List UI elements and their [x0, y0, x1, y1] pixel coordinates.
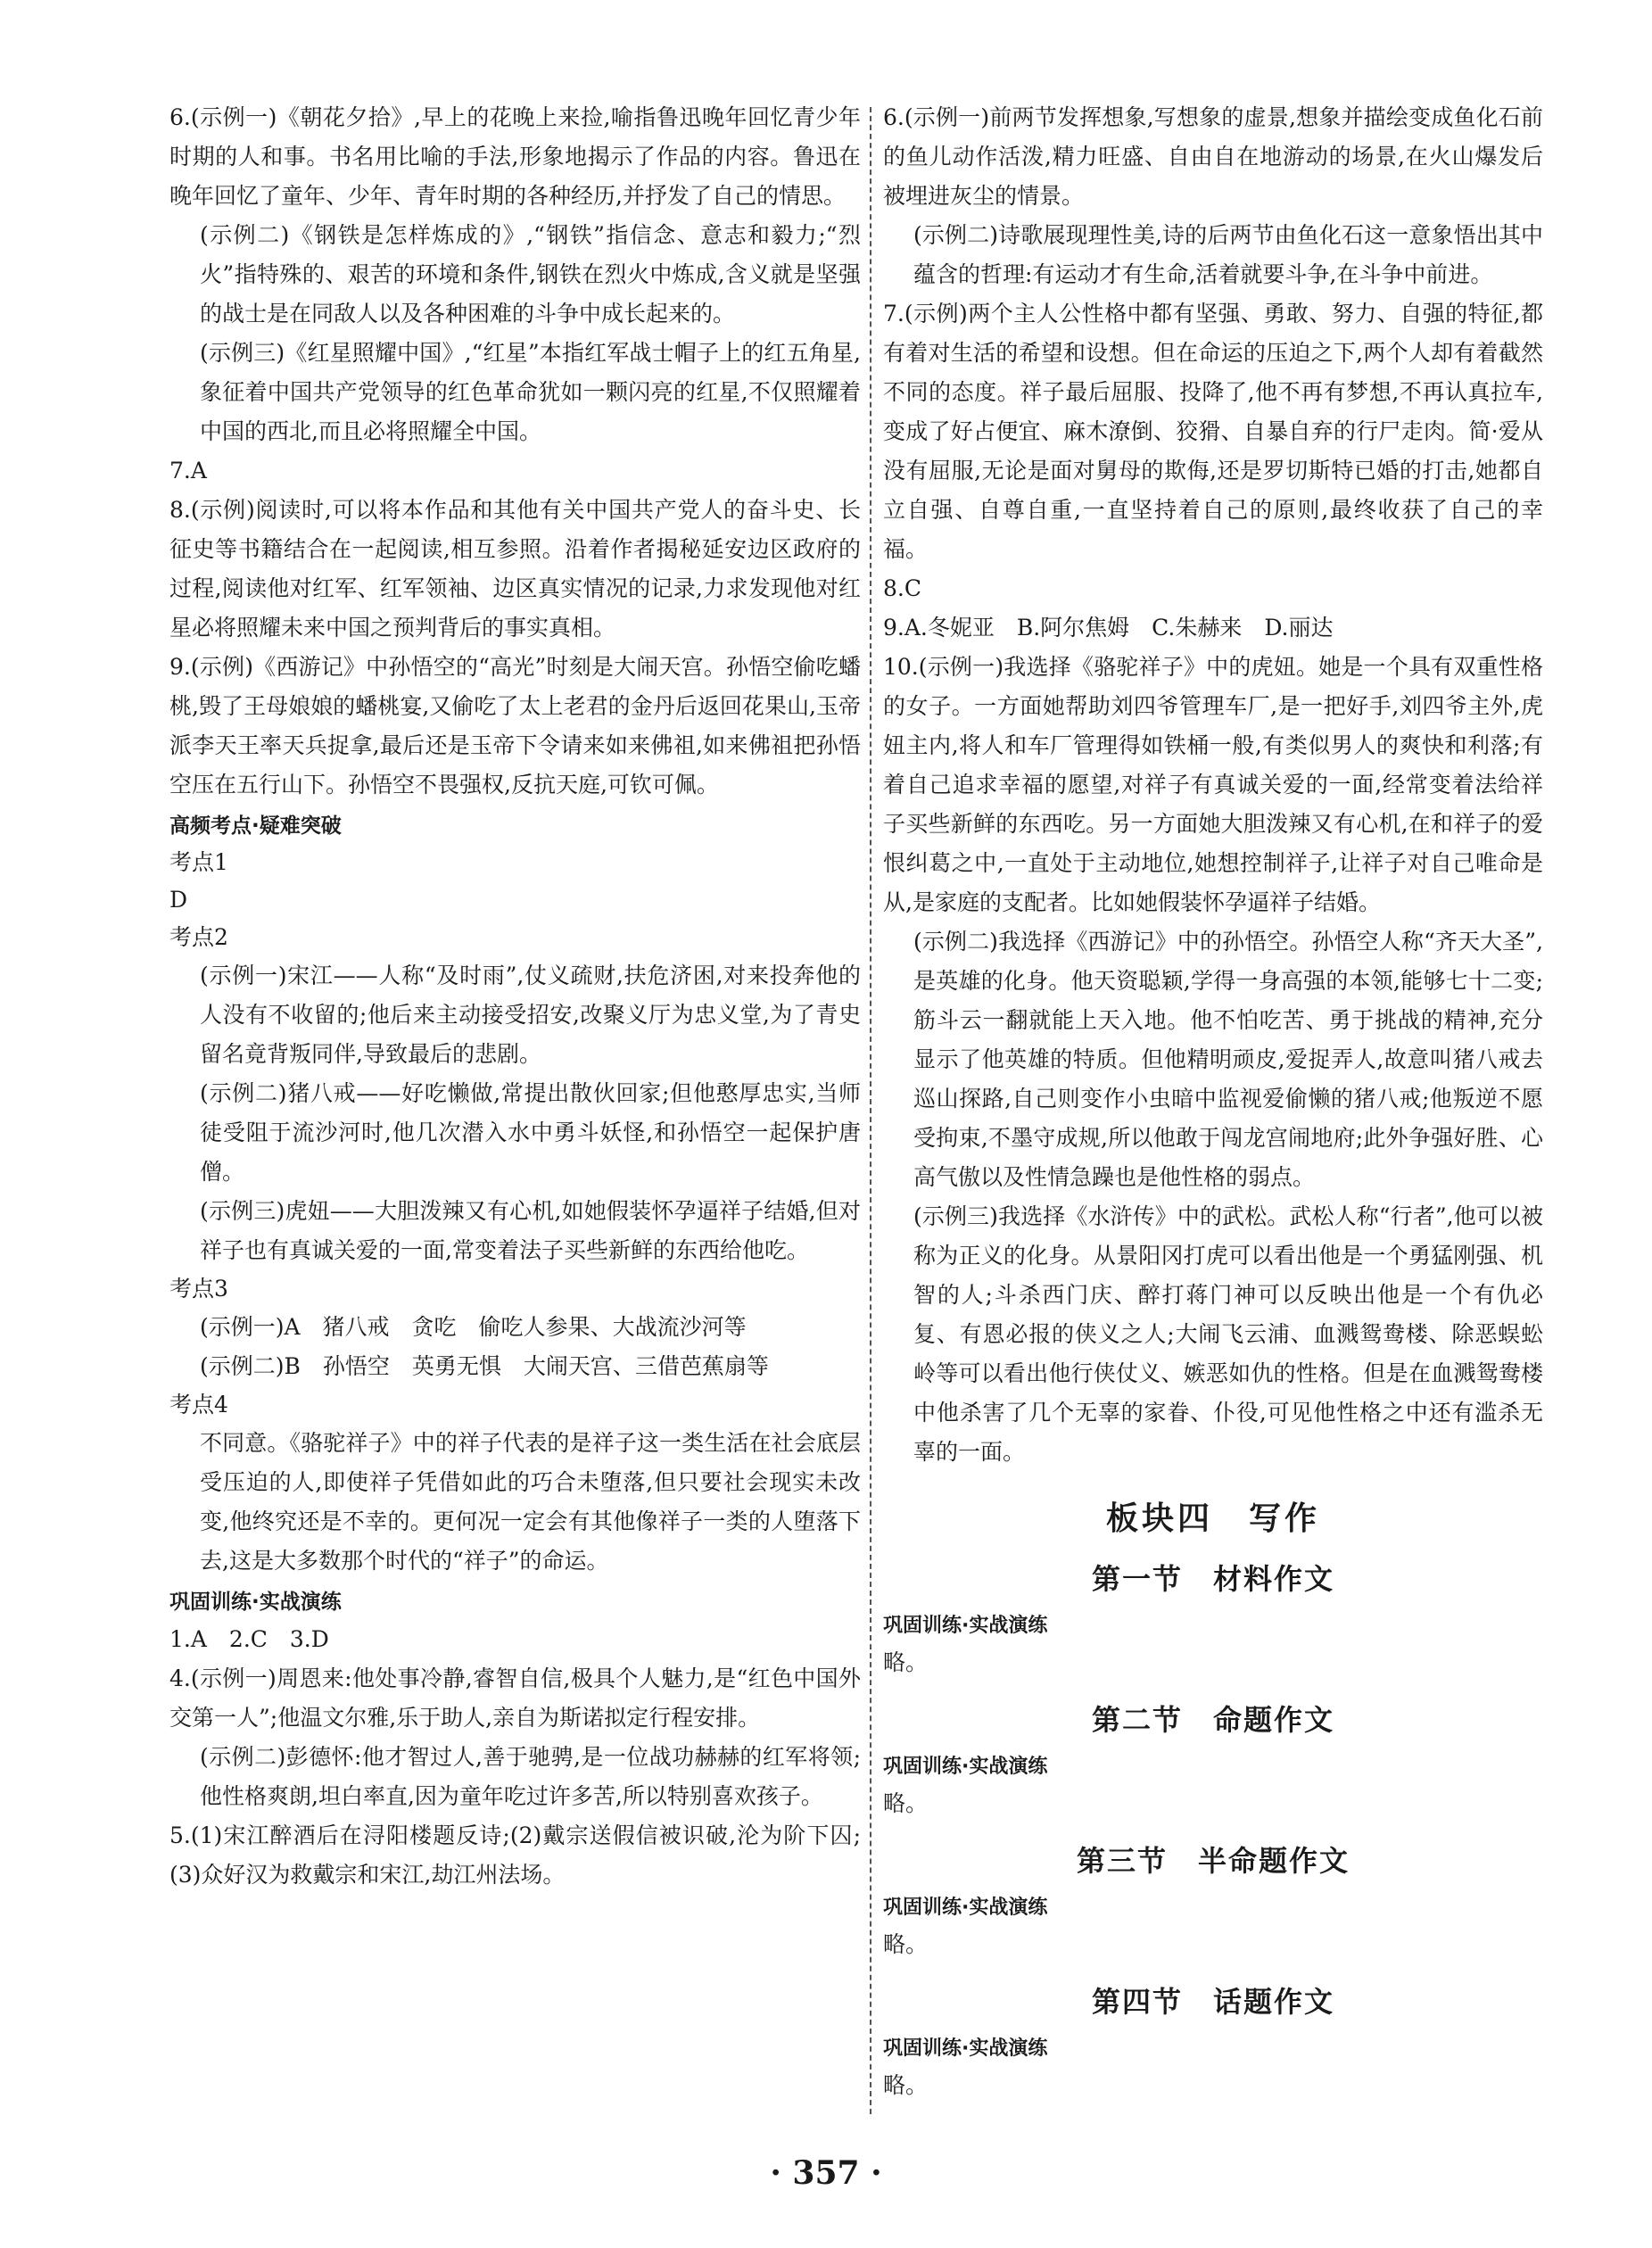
right-q6-ex2: (示例二)诗歌展现理性美,诗的后两节由鱼化石这一意象悟出其中蕴含的哲理:有运动才有生命,活着就要斗争,在斗争中前进。: [913, 222, 1543, 287]
section-2-sub: 巩固训练·实战演练: [883, 1756, 1048, 1778]
page-number: · 357 ·: [770, 2154, 882, 2192]
left-column: [169, 98, 861, 1895]
section-3-answer: 略。: [883, 1931, 929, 1957]
section-1-sub: 巩固训练·实战演练: [883, 1615, 1048, 1637]
section-2-answer: 略。: [883, 1790, 929, 1816]
left-q4-ex1: 4.(示例一)周恩来:他处事冷静,睿智自信,极具个人魅力,是“红色中国外交第一人”;他温文尔雅,乐于助人,亲自为斯诺拟定行程安排。: [169, 1665, 861, 1731]
right-q6-ex1: 6.(示例一)前两节发挥想象,写想象的虚景,想象并描绘变成鱼化石前的鱼儿动作活泼,精力旺盛、自由自在地游动的场景,在火山爆发后被埋进灰尘的情景。: [883, 104, 1543, 209]
right-column: [883, 98, 1543, 2112]
heading-high-frequency: 高频考点·疑难突破: [169, 814, 342, 838]
section-1-title: 第一节 材料作文: [1091, 1562, 1334, 1596]
right-q7: 7.(示例)两个主人公性格中都有坚强、勇敢、努力、自强的特征,都有着对生活的希望和设想。但在命运的压迫之下,两个人却有着截然不同的态度。祥子最后屈服、投降了,他不再有梦想,不再认真拉车,变成了好占便宜、麻木潦倒、狡猾、自暴自弃的行尸走肉。简·爱从没有屈服,无论是面对舅母的欺侮,还是罗切斯特已婚的打击,她都自立自强、自尊自重,一直坚持着自己的原则,最终收获了自己的幸福。: [883, 301, 1543, 562]
section-1-answer: 略。: [883, 1649, 929, 1675]
left-q6-ex3: (示例三)《红星照耀中国》,“红星”本指红军战士帽子上的红五角星,象征着中国共产党领导的红色革命犹如一颗闪亮的红星,不仅照耀着中国的西北,而且必将照耀全中国。: [200, 340, 861, 444]
right-q10-ex1: 10.(示例一)我选择《骆驼祥子》中的虎妞。她是一个具有双重性格的女子。一方面她帮助刘四爷管理车厂,是一把好手,刘四爷主外,虎妞主内,将人和车厂管理得如铁桶一般,有类似男人的爽快和利落;有着自己追求幸福的愿望,对祥子有真诚关爱的一面,经常变着法给祥子买些新鲜的东西吃。另一方面她大胆泼辣又有心机,在和祥子的爱恨纠葛之中,一直处于主动地位,她想控制祥子,让祥子对自己唯命是从,是家庭的支配者。比如她假装怀孕逼祥子结婚。: [883, 654, 1543, 915]
column-divider: [870, 107, 871, 2114]
kp4-label: 考点4: [169, 1392, 228, 1417]
kp2-ex1: (示例一)宋江——人称“及时雨”,仗义疏财,扶危济困,对来投奔他的人没有不收留的;他后来主动接受招安,改聚义厅为忠义堂,为了青史留名竟背叛同伴,导致最后的悲剧。: [200, 963, 861, 1067]
right-q10-ex2: (示例二)我选择《西游记》中的孙悟空。孙悟空人称“齐天大圣”,是英雄的化身。他天资聪颖,学得一身高强的本领,能够七十二变;筋斗云一翻就能上天入地。他不怕吃苦、勇于挑战的精神,充分显示了他英雄的特质。但他精明顽皮,爱捉弄人,故意叫猪八戒去巡山探路,自己则变作小虫暗中监视爱偷懒的猪八戒;他叛逆不愿受拘束,不墨守成规,所以他敢于闯龙宫闹地府;此外争强好胜、心高气傲以及性情急躁也是他性格的弱点。: [913, 929, 1543, 1190]
section-4-title: 第四节 话题作文: [1091, 1985, 1334, 2019]
right-q10-ex3: (示例三)我选择《水浒传》中的武松。武松人称“行者”,他可以被称为正义的化身。从景阳冈打虎可以看出他是一个勇猛刚强、机智的人;斗杀西门庆、醉打蒋门神可以反映出他是一个有仇必复、有恩必报的侠义之人;大闹飞云浦、血溅鸳鸯楼、除恶蜈蚣岭等可以看出他行侠仗义、嫉恶如仇的性格。但是在血溅鸳鸯楼中他杀害了几个无辜的家眷、仆役,可见他性格之中还有滥杀无辜的一面。: [913, 1203, 1543, 1465]
section-4-answer: 略。: [883, 2072, 929, 2098]
section-3-sub: 巩固训练·实战演练: [883, 1897, 1048, 1919]
left-q7: 7.A: [169, 458, 207, 483]
kp3-ex1: (示例一)A 猪八戒 贪吃 偷吃人参果、大战流沙河等: [200, 1314, 747, 1340]
section-4-sub: 巩固训练·实战演练: [883, 2037, 1048, 2060]
left-q8: 8.(示例)阅读时,可以将本作品和其他有关中国共产党人的奋斗史、长征史等书籍结合在一起阅读,相互参照。沿着作者揭秘延安边区政府的过程,阅读他对红军、红军领袖、边区真实情况的记录,力求发现他对红星必将照耀未来中国之预判背后的事实真相。: [169, 497, 861, 641]
section-3-title: 第三节 半命题作文: [1076, 1844, 1350, 1878]
left-q6-ex1: 6.(示例一)《朝花夕拾》,早上的花晚上来捡,喻指鲁迅晚年回忆青少年时期的人和事。书名用比喻的手法,形象地揭示了作品的内容。鲁迅在晚年回忆了童年、少年、青年时期的各种经历,并抒发了自己的情思。: [169, 104, 861, 209]
right-q9: 9.A.冬妮亚 B.阿尔焦姆 C.朱赫来 D.丽达: [883, 615, 1334, 641]
kp3-label: 考点3: [169, 1276, 228, 1302]
kp3-ex2: (示例二)B 孙悟空 英勇无惧 大闹天宫、三借芭蕉扇等: [200, 1353, 769, 1379]
left-q6-ex2: (示例二)《钢铁是怎样炼成的》,“钢铁”指信念、意志和毅力;“烈火”指特殊的、艰苦的环境和条件,钢铁在烈火中炼成,含义就是坚强的战士是在同敌人以及各种困难的斗争中成长起来的。: [200, 222, 861, 326]
section-2-title: 第二节 命题作文: [1091, 1703, 1334, 1737]
left-q4-ex2: (示例二)彭德怀:他才智过人,善于驰骋,是一位战功赫赫的红军将领;他性格爽朗,坦白率直,因为童年吃过许多苦,所以特别喜欢孩子。: [200, 1744, 861, 1809]
kp4-text: 不同意。《骆驼祥子》中的祥子代表的是祥子这一类生活在社会底层受压迫的人,即使祥子凭借如此的巧合未堕落,但只要社会现实未改变,他终究还是不幸的。更何况一定会有其他像祥子一类的人堕落下去,这是大多数那个时代的“祥子”的命运。: [200, 1430, 861, 1574]
kp1-label: 考点1: [169, 849, 228, 875]
left-mc-answers: 1.A 2.C 3.D: [169, 1626, 329, 1652]
kp1-answer: D: [169, 887, 188, 913]
left-q9: 9.(示例)《西游记》中孙悟空的“高光”时刻是大闹天宫。孙悟空偷吃蟠桃,毁了王母娘娘的蟠桃宴,又偷吃了太上老君的金丹后返回花果山,玉帝派李天王率天兵捉拿,最后还是玉帝下令请来如来佛祖,如来佛祖把孙悟空压在五行山下。孙悟空不畏强权,反抗天庭,可钦可佩。: [169, 654, 861, 798]
left-q5: 5.(1)宋江醉酒后在浔阳楼题反诗;(2)戴宗送假信被识破,沦为阶下囚;(3)众好汉为救戴宗和宋江,劫江州法场。: [169, 1822, 861, 1888]
heading-practice: 巩固训练·实战演练: [169, 1591, 342, 1614]
kp2-ex2: (示例二)猪八戒——好吃懒做,常提出散伙回家;但他憨厚忠实,当师徒受阻于流沙河时,他几次潜入水中勇斗妖怪,和孙悟空一起保护唐僧。: [200, 1080, 861, 1185]
right-q8: 8.C: [883, 575, 921, 601]
kp2-label: 考点2: [169, 924, 228, 950]
kp2-ex3: (示例三)虎妞——大胆泼辣又有心机,如她假装怀孕逼祥子结婚,但对祥子也有真诚关爱的一面,常变着法子买些新鲜的东西给他吃。: [200, 1198, 861, 1263]
block-title: 板块四 写作: [1105, 1500, 1320, 1537]
